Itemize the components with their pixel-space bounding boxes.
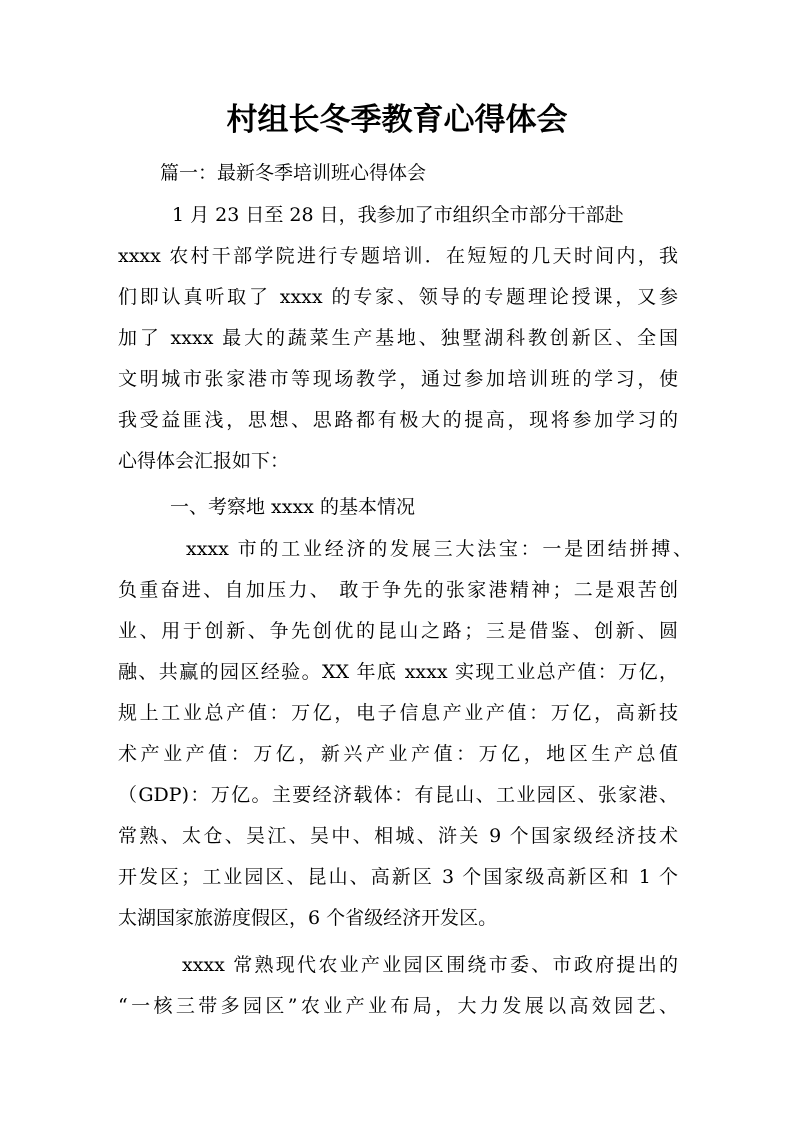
paragraph-line: xxxx 市的工业经济的发展三大法宝：一是团结拼搏、 [186, 538, 692, 560]
paragraph-line: 文明城市张家港市等现场教学，通过参加培训班的学习，使 [118, 368, 678, 390]
paragraph-line: xxxx 常熟现代农业产业园区围绕市委、市政府提出的 [182, 954, 678, 976]
paragraph-line: 太湖国家旅游度假区，6 个省级经济开发区。 [118, 907, 498, 929]
paragraph-line: 开发区；工业园区、昆山、高新区 3 个国家级高新区和 1 个 [118, 866, 678, 888]
document-subtitle: 篇一：最新冬季培训班心得体会 [160, 162, 427, 184]
section-heading: 一、考察地 xxxx 的基本情况 [170, 496, 415, 518]
paragraph-line: 我受益匪浅，思想、思路都有极大的提高，现将参加学习的 [118, 409, 678, 431]
paragraph-line: 心得体会汇报如下： [118, 450, 290, 472]
paragraph-line: 业、用于创新、争先创优的昆山之路；三是借鉴、创新、圆 [118, 620, 678, 642]
paragraph-line: 融、共赢的园区经验。XX 年底 xxxx 实现工业总产值：万亿， [118, 661, 678, 683]
paragraph-line: 负重奋进、自加压力、 敢于争先的张家港精神；二是艰苦创 [118, 579, 678, 601]
document-title: 村组长冬季教育心得体会 [226, 102, 568, 138]
paragraph-line: 们即认真听取了 xxxx 的专家、领导的专题理论授课，又参 [118, 286, 678, 308]
paragraph-line: xxxx 农村干部学院进行专题培训．在短短的几天时间内，我 [118, 245, 678, 267]
paragraph-line: 1 月 23 日至 28 日，我参加了市组织全市部分干部赴 [172, 204, 624, 226]
paragraph-line: （GDP)：万亿。主要经济载体：有昆山、工业园区、张家港、 [118, 784, 678, 806]
paragraph-line: 术产业产值：万亿，新兴产业产值：万亿，地区生产总值 [118, 743, 678, 765]
paragraph-line: 常熟、太仓、吴江、吴中、相城、浒关 9 个国家级经济技术 [118, 825, 678, 847]
paragraph-line: 加了 xxxx 最大的蔬菜生产基地、独墅湖科教创新区、全国 [118, 327, 678, 349]
paragraph-line: “一核三带多园区”农业产业布局，大力发展以高效园艺、 [118, 995, 678, 1017]
paragraph-line: 规上工业总产值：万亿，电子信息产业产值：万亿，高新技 [118, 702, 678, 724]
